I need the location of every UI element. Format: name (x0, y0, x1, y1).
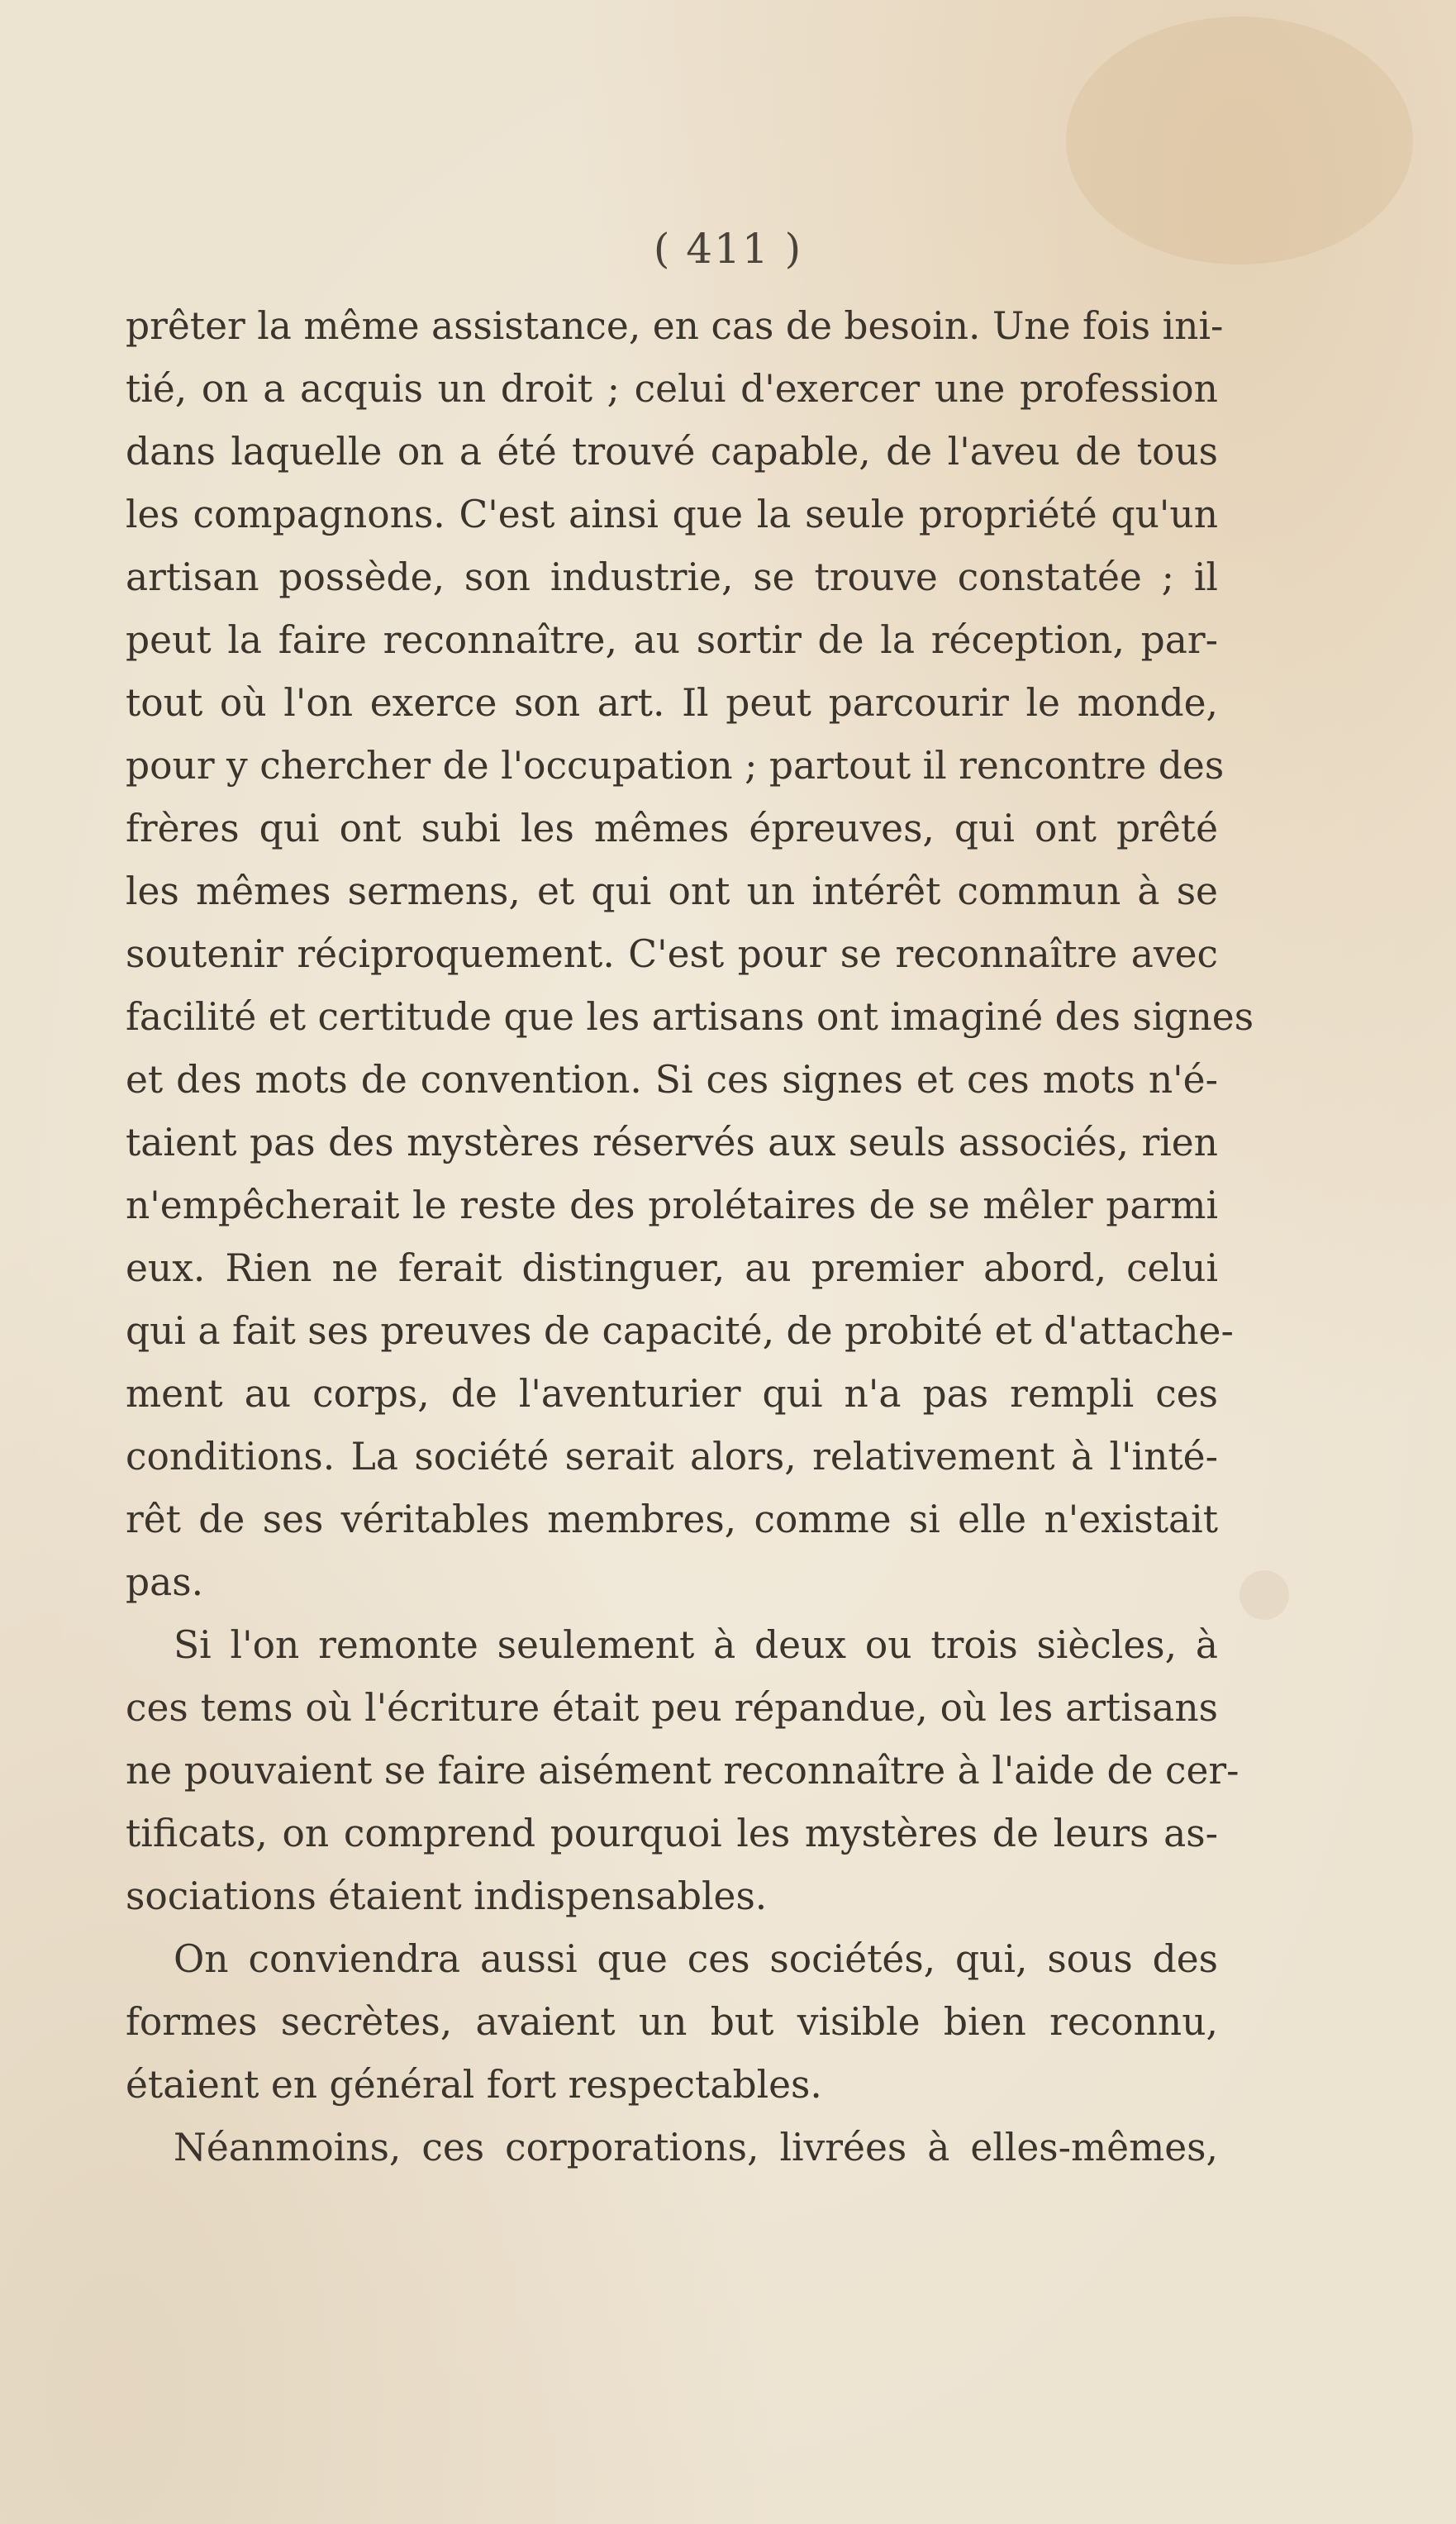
paragraph-start-line: Si l'on remonte seulement à deux ou trois siècles, à (174, 1623, 1218, 1667)
text-line: artisan possède, son industrie, se trouve constatée ; il (126, 555, 1218, 599)
text-line: tout où l'on exerce son art. Il peut parcourir le monde, (126, 681, 1218, 725)
page-number: ( 411 ) (653, 225, 803, 273)
text-line: peut la faire reconnaître, au sortir de la réception, par- (126, 618, 1218, 662)
text-line: ces tems où l'écriture était peu répandue, où les artisans (126, 1686, 1218, 1730)
paragraph-start-line: Néanmoins, ces corporations, livrées à elles-mêmes, (174, 2126, 1218, 2169)
text-line: prêter la même assistance, en cas de besoin. Une fois ini- (126, 304, 1224, 348)
text-line: rêt de ses véritables membres, comme si elle n'existait (126, 1498, 1218, 1541)
text-line: facilité et certitude que les artisans ont imaginé des signes (126, 995, 1254, 1039)
body-text (126, 295, 1254, 2179)
text-line: tié, on a acquis un droit ; celui d'exercer une profession (126, 367, 1218, 411)
text-line: conditions. La société serait alors, relativement à l'inté- (126, 1435, 1218, 1479)
text-line: et des mots de convention. Si ces signes et ces mots n'é- (126, 1058, 1218, 1102)
text-line: qui a fait ses preuves de capacité, de probité et d'attache- (126, 1309, 1234, 1353)
text-line: pas. (126, 1560, 204, 1604)
text-line: étaient en général fort respectables. (126, 2063, 822, 2107)
paragraph-start-line: On conviendra aussi que ces sociétés, qui, sous des (174, 1937, 1218, 1981)
text-line: ment au corps, de l'aventurier qui n'a pas rempli ces (126, 1372, 1218, 1416)
text-line: sociations étaient indispensables. (126, 1874, 768, 1918)
text-line: n'empêcherait le reste des prolétaires de se mêler parmi (126, 1183, 1218, 1227)
text-line: les compagnons. C'est ainsi que la seule propriété qu'un (126, 493, 1218, 536)
text-line: dans laquelle on a été trouvé capable, de l'aveu de tous (126, 430, 1218, 474)
paper-stain (1240, 1570, 1289, 1620)
text-line: formes secrètes, avaient un but visible bien reconnu, (126, 2000, 1218, 2044)
text-line: eux. Rien ne ferait distinguer, au premier abord, celui (126, 1246, 1218, 1290)
text-line: taient pas des mystères réservés aux seuls associés, rien (126, 1121, 1218, 1164)
text-line: ne pouvaient se faire aisément reconnaître à l'aide de cer- (126, 1749, 1240, 1793)
text-line: soutenir réciproquement. C'est pour se reconnaître avec (126, 932, 1218, 976)
text-line: frères qui ont subi les mêmes épreuves, qui ont prêté (126, 807, 1218, 850)
text-line: tificats, on comprend pourquoi les mystères de leurs as- (126, 1812, 1218, 1855)
text-line: les mêmes sermens, et qui ont un intérêt commun à se (126, 869, 1218, 913)
text-line: pour y chercher de l'occupation ; partout il rencontre des (126, 744, 1225, 788)
